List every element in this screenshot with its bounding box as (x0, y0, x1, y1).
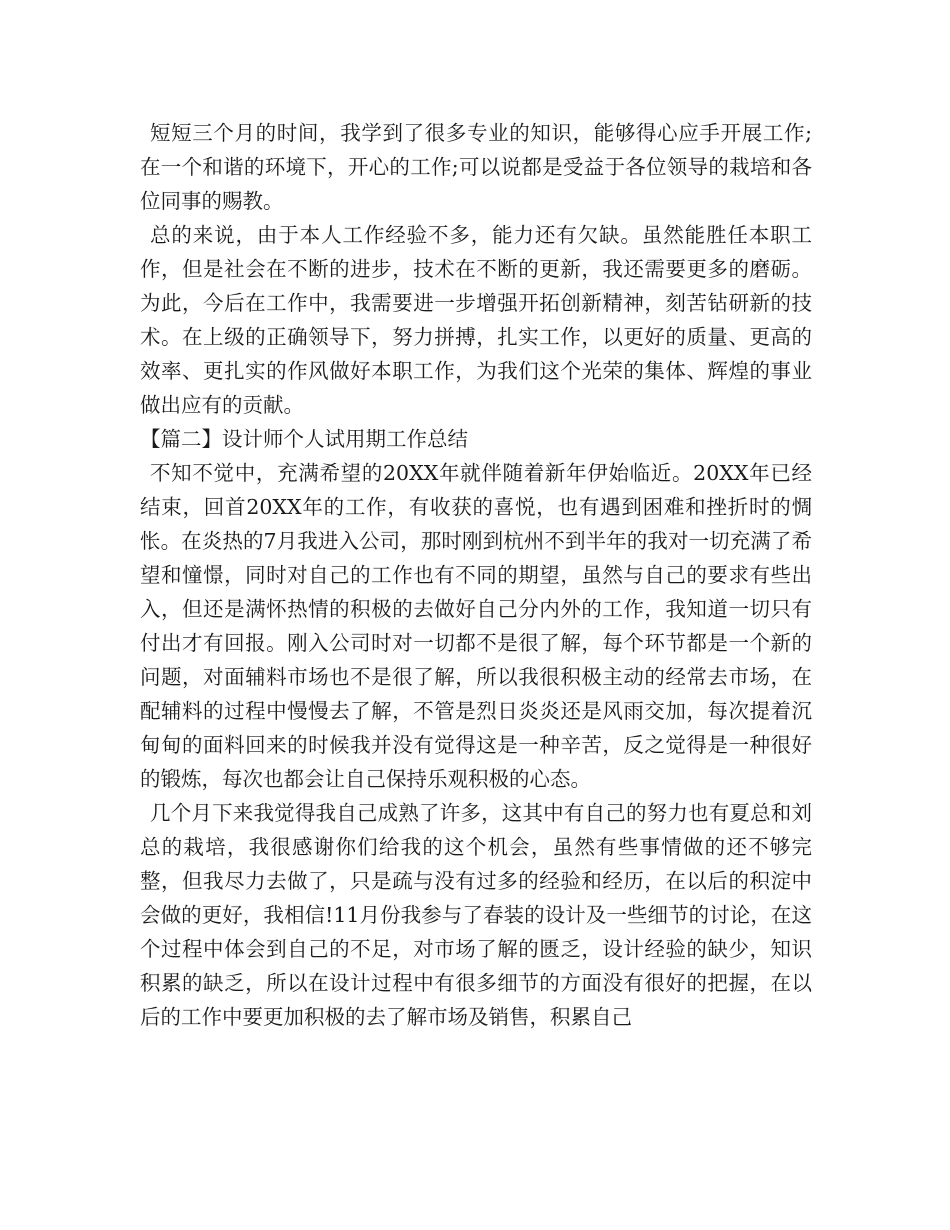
paragraph-summary: 总的来说，由于本人工作经验不多，能力还有欠缺。虽然能胜任本职工作，但是社会在不断的进步，技术在不断的更新，我还需要更多的磨砺。为此，今后在工作中，我需要进一步增强开拓创新精神，刻苦钻研新的技术。在上级的正确领导下，努力拼搏，扎实工作，以更好的质量、更高的效率、更扎实的作风做好本职工作，为我们这个光荣的集体、辉煌的事业做出应有的贡献。 (140, 223, 812, 417)
document-body (140, 116, 812, 1034)
section-heading: 【篇二】设计师个人试用期工作总结 (140, 427, 468, 451)
paragraph-training-gratitude: 短短三个月的时间，我学到了很多专业的知识，能够得心应手开展工作;在一个和谐的环境下，开心的工作;可以说都是受益于各位领导的栽培和各位同事的赐教。 (140, 121, 812, 213)
paragraph-year-review: 不知不觉中，充满希望的20XX年就伴随着新年伊始临近。20XX年已经结束，回首20XX年的工作，有收获的喜悦，也有遇到困难和挫折时的惆怅。在炎热的7月我进入公司，那时刚到杭州不到半年的我对一切充满了希望和憧憬，同时对自己的工作也有不同的期望，虽然与自己的要求有些出入，但还是满怀热情的积极的去做好自己分内外的工作，我知道一切只有付出才有回报。刚入公司时对一切都不是很了解，每个环节都是一个新的问题，对面辅料市场也不是很了解，所以我很积极主动的经常去市场，在配辅料的过程中慢慢去了解，不管是烈日炎炎还是风雨交加，每次提着沉甸甸的面料回来的时候我并没有觉得这是一种辛苦，反之觉得是一种很好的锻炼，每次也都会让自己保持乐观积极的心态。 (140, 461, 812, 791)
paragraph-growth: 几个月下来我觉得我自己成熟了许多，这其中有自己的努力也有夏总和刘总的栽培，我很感谢你们给我的这个机会，虽然有些事情做的还不够完整，但我尽力去做了，只是疏与没有过多的经验和经历，在以后的积淀中会做的更好，我相信!11月份我参与了春装的设计及一些细节的讨论，在这个过程中体会到自己的不足，对市场了解的匮乏，设计经验的缺少，知识积累的缺乏，所以在设计过程中有很多细节的方面没有很好的把握，在以后的工作中要更加积极的去了解市场及销售，积累自己 (140, 801, 812, 1029)
